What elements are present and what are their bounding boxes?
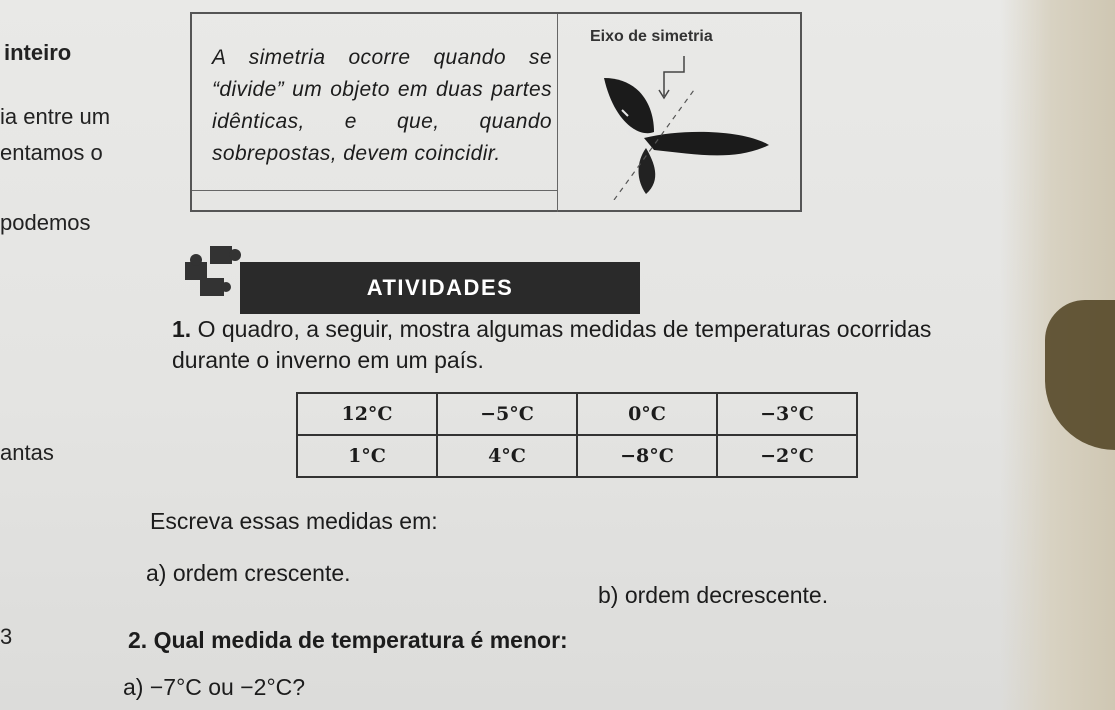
margin-text-6: 3 bbox=[0, 624, 13, 649]
instruction-text: Escreva essas medidas em: bbox=[150, 508, 438, 534]
table-cell: −3°C bbox=[717, 393, 857, 435]
margin-text-1: inteiro bbox=[4, 40, 72, 65]
margin-text-4: podemos bbox=[0, 210, 91, 235]
question-1 bbox=[172, 314, 992, 376]
table-cell: 4°C bbox=[437, 435, 577, 477]
question-2-item-a: a) −7°C ou −2°C? bbox=[123, 674, 306, 700]
table-cell: −5°C bbox=[437, 393, 577, 435]
symmetry-definition: A simetria ocorre quando se “divide” um objeto em duas partes idênticas, e que, quando sobrepostas, devem coincidir. bbox=[212, 46, 552, 165]
info-divider bbox=[192, 190, 557, 191]
item-a: a) ordem crescente. bbox=[146, 560, 351, 586]
question-1-number: 1. bbox=[172, 316, 192, 342]
table-cell: 0°C bbox=[577, 393, 717, 435]
table-cell: 1°C bbox=[297, 435, 437, 477]
axis-caption: Eixo de simetria bbox=[590, 28, 713, 45]
info-column-divider bbox=[557, 14, 558, 212]
temperature-table bbox=[296, 392, 858, 478]
butterfly-illustration bbox=[584, 50, 784, 200]
item-b: b) ordem decrescente. bbox=[598, 582, 829, 608]
table-cell: −2°C bbox=[717, 435, 857, 477]
symmetry-info-box bbox=[190, 12, 802, 212]
table-row bbox=[297, 393, 857, 435]
margin-text-5: antas bbox=[0, 440, 54, 465]
arrow-icon bbox=[664, 56, 684, 96]
table-cell: 12°C bbox=[297, 393, 437, 435]
question-1-text: O quadro, a seguir, mostra algumas medidas de temperaturas ocorridas durante o inverno em um país. bbox=[172, 316, 932, 373]
activities-title: ATIVIDADES bbox=[366, 275, 514, 300]
question-2: 2. Qual medida de temperatura é menor: bbox=[128, 627, 568, 653]
margin-text-3: entamos o bbox=[0, 140, 103, 165]
activities-banner bbox=[240, 262, 640, 314]
table-row bbox=[297, 435, 857, 477]
table-cell: −8°C bbox=[577, 435, 717, 477]
margin-text-2: ia entre um bbox=[0, 104, 111, 129]
